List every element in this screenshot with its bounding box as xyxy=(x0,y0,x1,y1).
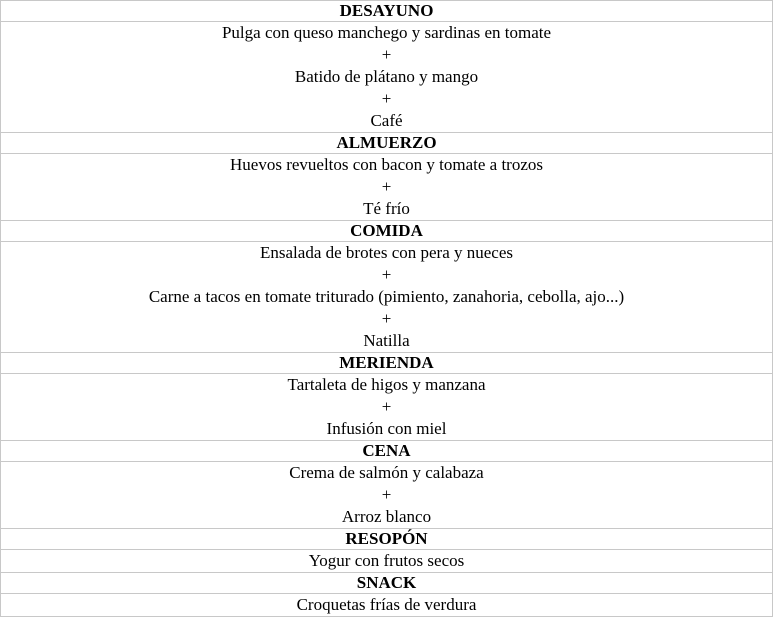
meal-item: Natilla xyxy=(363,331,410,350)
section-items-row xyxy=(1,550,773,573)
section-items-row xyxy=(1,374,773,441)
section-items-row xyxy=(1,242,773,353)
section-title-merienda: MERIENDA xyxy=(1,353,773,374)
plus-separator: + xyxy=(381,309,392,328)
section-title-snack: SNACK xyxy=(1,573,773,594)
section-items-resopon xyxy=(1,550,773,573)
section-items-snack xyxy=(1,594,773,617)
section-heading-row xyxy=(1,441,773,462)
section-items-desayuno xyxy=(1,22,773,133)
section-heading-row xyxy=(1,221,773,242)
meal-item: Tartaleta de higos y manzana xyxy=(287,375,486,394)
section-items-merienda xyxy=(1,374,773,441)
plus-separator: + xyxy=(381,177,392,196)
section-items-row xyxy=(1,22,773,133)
section-title-resopon: RESOPÓN xyxy=(1,529,773,550)
meal-item: Crema de salmón y calabaza xyxy=(289,463,484,482)
meal-item: Yogur con frutos secos xyxy=(308,551,465,570)
section-items-row xyxy=(1,154,773,221)
section-heading-row xyxy=(1,353,773,374)
section-items-almuerzo xyxy=(1,154,773,221)
section-title-almuerzo: ALMUERZO xyxy=(1,133,773,154)
meal-item: Ensalada de brotes con pera y nueces xyxy=(260,243,513,262)
plus-separator: + xyxy=(381,397,392,416)
section-heading-row xyxy=(1,529,773,550)
plus-separator: + xyxy=(381,45,392,64)
section-heading-row xyxy=(1,573,773,594)
plus-separator: + xyxy=(381,89,392,108)
section-items-cena xyxy=(1,462,773,529)
plus-separator: + xyxy=(381,485,392,504)
plus-separator: + xyxy=(381,265,392,284)
meal-item: Huevos revueltos con bacon y tomate a trozos xyxy=(230,155,543,174)
meal-item: Croquetas frías de verdura xyxy=(296,595,477,614)
section-heading-row xyxy=(1,1,773,22)
section-items-row xyxy=(1,594,773,617)
meal-item: Café xyxy=(370,111,403,130)
section-title-desayuno: DESAYUNO xyxy=(1,1,773,22)
section-heading-row xyxy=(1,133,773,154)
section-title-cena: CENA xyxy=(1,441,773,462)
meal-item: Té frío xyxy=(363,199,410,218)
meal-item: Arroz blanco xyxy=(341,507,432,526)
section-title-comida: COMIDA xyxy=(1,221,773,242)
meal-item: Pulga con queso manchego y sardinas en tomate xyxy=(221,23,552,42)
meal-item: Batido de plátano y mango xyxy=(294,67,479,86)
meal-item: Carne a tacos en tomate triturado (pimiento, zanahoria, cebolla, ajo...) xyxy=(148,287,625,306)
meal-item: Infusión con miel xyxy=(326,419,447,438)
section-items-row xyxy=(1,462,773,529)
section-items-comida xyxy=(1,242,773,353)
